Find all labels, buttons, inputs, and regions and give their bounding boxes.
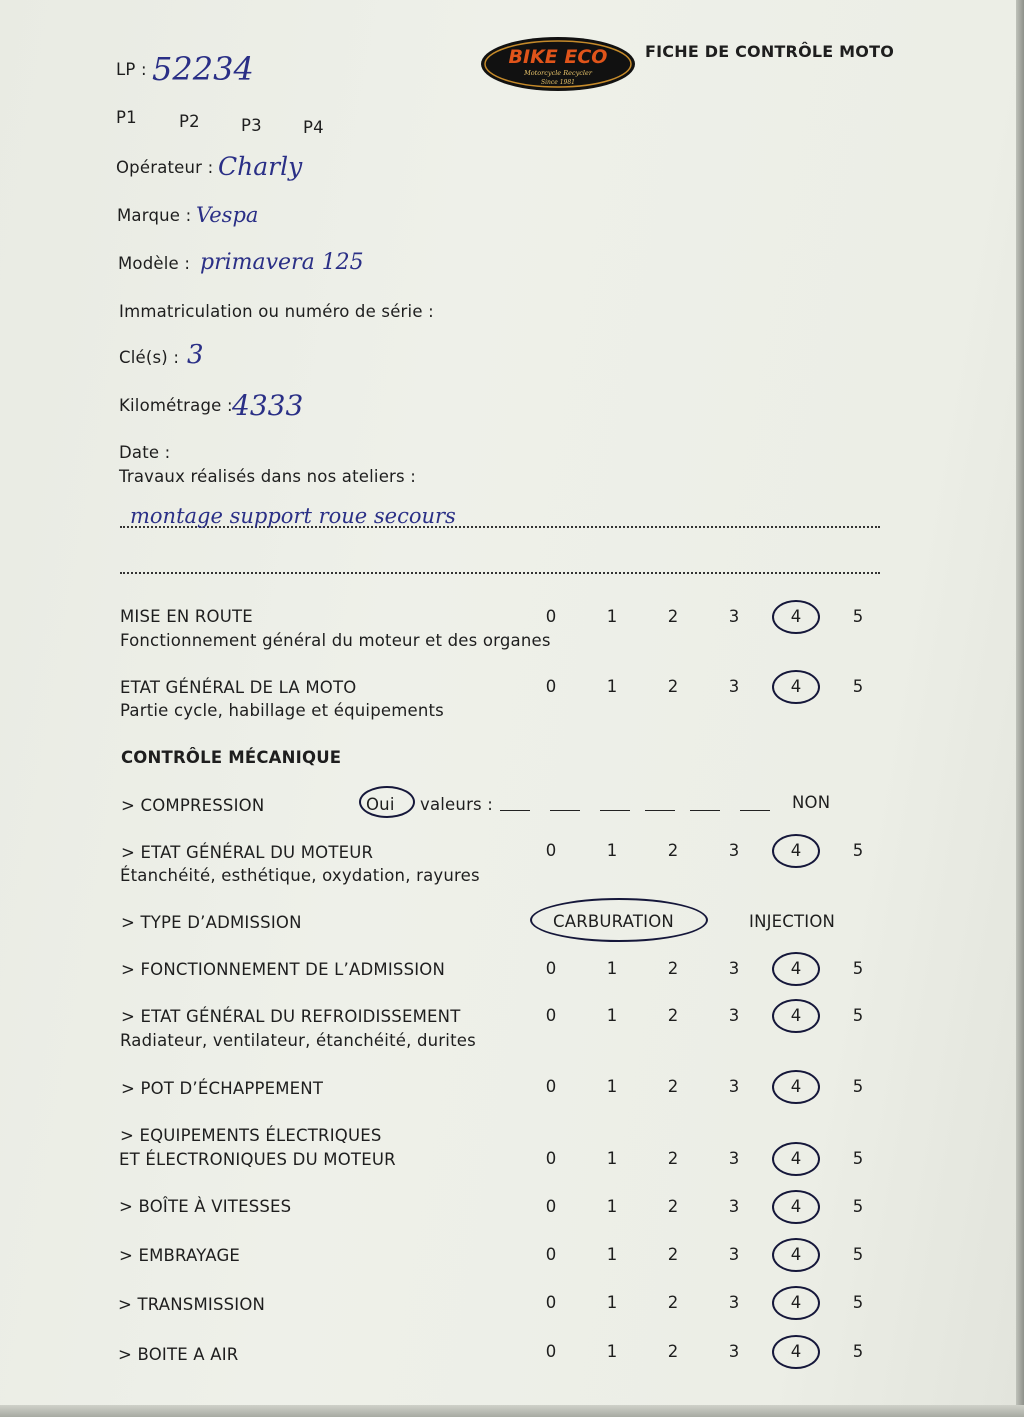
boite-a-air-score-1: 1 <box>606 1342 618 1361</box>
pot-echappement-score-2: 2 <box>667 1077 679 1096</box>
transmission-score-2: 2 <box>667 1293 679 1312</box>
compression-valeurs: valeurs : <box>420 795 494 814</box>
compression-non: NON <box>792 793 831 812</box>
refroidissement-subtitle: Radiateur, ventilateur, étanchéité, durites <box>120 1031 476 1050</box>
pot-echappement-score-4: 4 <box>790 1077 802 1096</box>
valeur-blank-1 <box>500 810 530 811</box>
boite-a-air-score-3: 3 <box>728 1342 740 1361</box>
refroidissement-score-5: 5 <box>852 1006 864 1025</box>
refroidissement-score-3: 3 <box>728 1006 740 1025</box>
transmission-score-1: 1 <box>606 1293 618 1312</box>
equipements-electriques-score-1: 1 <box>606 1149 618 1168</box>
boite-vitesses-score-5: 5 <box>852 1197 864 1216</box>
embrayage-score-1: 1 <box>606 1245 618 1264</box>
transmission-score-0: 0 <box>545 1293 557 1312</box>
mise-en-route-score-3: 3 <box>728 607 740 626</box>
pot-echappement-score-3: 3 <box>728 1077 740 1096</box>
boite-vitesses-selected-circle <box>772 1190 820 1224</box>
boite-vitesses-score-4: 4 <box>790 1197 802 1216</box>
refroidissement-selected-circle <box>772 999 820 1033</box>
boite-vitesses-score-2: 2 <box>667 1197 679 1216</box>
form-title: FICHE DE CONTRÔLE MOTO <box>645 42 895 61</box>
svg-text:BIKE ECO: BIKE ECO <box>508 46 608 68</box>
position-p3: P3 <box>241 116 262 135</box>
refroidissement-score-0: 0 <box>545 1006 557 1025</box>
etat-moteur-subtitle: Étanchéité, esthétique, oxydation, rayures <box>120 866 480 885</box>
boite-a-air-selected-circle <box>772 1335 820 1369</box>
boite-a-air-score-5: 5 <box>852 1342 864 1361</box>
refroidissement-title: > ETAT GÉNÉRAL DU REFROIDISSEMENT <box>121 1007 461 1026</box>
valeur-blank-2 <box>550 810 580 811</box>
compression-oui: Oui <box>366 795 395 814</box>
svg-text:Since 1981: Since 1981 <box>541 79 575 86</box>
equipements-electriques-score-5: 5 <box>852 1149 864 1168</box>
paper-edge-shadow <box>1016 0 1024 1417</box>
boite-a-air-score-2: 2 <box>667 1342 679 1361</box>
transmission-selected-circle <box>772 1286 820 1320</box>
fonctionnement-admission-selected-circle <box>772 952 820 986</box>
etat-moteur-selected-circle <box>772 834 820 868</box>
valeur-blank-3 <box>600 810 630 811</box>
valeur-blank-6 <box>740 810 770 811</box>
etat-general-moto-score-2: 2 <box>667 677 679 696</box>
transmission-title: > TRANSMISSION <box>118 1295 266 1314</box>
refroidissement-score-2: 2 <box>667 1006 679 1025</box>
kilometrage-label: Kilométrage : <box>119 396 233 415</box>
boite-vitesses-title: > BOÎTE À VITESSES <box>119 1197 292 1216</box>
refroidissement-score-1: 1 <box>606 1006 618 1025</box>
embrayage-selected-circle <box>772 1238 820 1272</box>
mise-en-route-title: MISE EN ROUTE <box>120 607 253 626</box>
pot-echappement-score-5: 5 <box>852 1077 864 1096</box>
refroidissement-score-4: 4 <box>790 1006 802 1025</box>
pot-echappement-score-0: 0 <box>545 1077 557 1096</box>
section-title: CONTRÔLE MÉCANIQUE <box>121 748 342 767</box>
etat-general-moto-title: ETAT GÉNÉRAL DE LA MOTO <box>120 678 357 697</box>
bottom-edge <box>0 1405 1024 1417</box>
lp-value: 52234 <box>152 50 254 88</box>
bike-eco-logo <box>480 36 636 92</box>
valeur-blank-4 <box>645 810 675 811</box>
boite-vitesses-score-3: 3 <box>728 1197 740 1216</box>
fonctionnement-admission-score-3: 3 <box>728 959 740 978</box>
equipements-electriques-title: > EQUIPEMENTS ÉLECTRIQUES <box>120 1126 382 1145</box>
etat-moteur-score-2: 2 <box>667 841 679 860</box>
embrayage-score-5: 5 <box>852 1245 864 1264</box>
etat-general-moto-score-3: 3 <box>728 677 740 696</box>
embrayage-score-2: 2 <box>667 1245 679 1264</box>
date-label: Date : <box>119 443 171 462</box>
embrayage-score-4: 4 <box>790 1245 802 1264</box>
position-p1: P1 <box>116 108 137 127</box>
position-p2: P2 <box>179 112 200 131</box>
etat-general-moto-score-1: 1 <box>606 677 618 696</box>
cles-value: 3 <box>187 340 204 370</box>
mise-en-route-selected-circle <box>772 600 820 634</box>
equipements-electriques-selected-circle <box>772 1142 820 1176</box>
equipements-electriques-title-2: ET ÉLECTRONIQUES DU MOTEUR <box>119 1150 396 1169</box>
compression-oui-circle <box>359 786 415 818</box>
boite-vitesses-score-0: 0 <box>545 1197 557 1216</box>
etat-general-moto-score-0: 0 <box>545 677 557 696</box>
type-admission-label: > TYPE D’ADMISSION <box>121 913 302 932</box>
equipements-electriques-score-2: 2 <box>667 1149 679 1168</box>
mise-en-route-score-2: 2 <box>667 607 679 626</box>
fonctionnement-admission-title: > FONCTIONNEMENT DE L’ADMISSION <box>121 960 446 979</box>
fonctionnement-admission-score-2: 2 <box>667 959 679 978</box>
mise-en-route-score-4: 4 <box>790 607 802 626</box>
etat-general-moto-score-4: 4 <box>790 677 802 696</box>
etat-moteur-score-5: 5 <box>852 841 864 860</box>
etat-general-moto-score-5: 5 <box>852 677 864 696</box>
compression-label: > COMPRESSION <box>121 796 265 815</box>
equipements-electriques-score-3: 3 <box>728 1149 740 1168</box>
mise-en-route-score-5: 5 <box>852 607 864 626</box>
embrayage-title: > EMBRAYAGE <box>119 1246 241 1265</box>
travaux-value: montage support roue secours <box>130 504 456 528</box>
admission-carburation: CARBURATION <box>553 912 674 931</box>
etat-moteur-score-1: 1 <box>606 841 618 860</box>
boite-a-air-score-0: 0 <box>545 1342 557 1361</box>
mise-en-route-subtitle: Fonctionnement général du moteur et des organes <box>120 631 551 650</box>
travaux-line-2 <box>120 572 880 574</box>
etat-general-moto-subtitle: Partie cycle, habillage et équipements <box>120 701 444 720</box>
marque-value: Vespa <box>196 203 259 227</box>
transmission-score-4: 4 <box>790 1293 802 1312</box>
travaux-label: Travaux réalisés dans nos ateliers : <box>119 467 417 486</box>
boite-a-air-score-4: 4 <box>790 1342 802 1361</box>
mise-en-route-score-0: 0 <box>545 607 557 626</box>
etat-moteur-score-4: 4 <box>790 841 802 860</box>
lp-label: LP : <box>116 60 147 79</box>
equipements-electriques-score-0: 0 <box>545 1149 557 1168</box>
marque-label: Marque : <box>117 206 192 225</box>
boite-a-air-title: > BOITE A AIR <box>118 1345 239 1364</box>
transmission-score-5: 5 <box>852 1293 864 1312</box>
etat-moteur-score-0: 0 <box>545 841 557 860</box>
etat-moteur-score-3: 3 <box>728 841 740 860</box>
cles-label: Clé(s) : <box>119 348 180 367</box>
fonctionnement-admission-score-4: 4 <box>790 959 802 978</box>
transmission-score-3: 3 <box>728 1293 740 1312</box>
svg-text:Motorcycle Recycler: Motorcycle Recycler <box>524 69 592 77</box>
position-p4: P4 <box>303 118 324 137</box>
kilometrage-value: 4333 <box>232 389 304 422</box>
mise-en-route-score-1: 1 <box>606 607 618 626</box>
modele-value: primavera 125 <box>200 250 364 275</box>
embrayage-score-0: 0 <box>545 1245 557 1264</box>
immatriculation-label: Immatriculation ou numéro de série : <box>119 302 434 321</box>
pot-echappement-score-1: 1 <box>606 1077 618 1096</box>
fonctionnement-admission-score-1: 1 <box>606 959 618 978</box>
modele-label: Modèle : <box>118 254 191 273</box>
fonctionnement-admission-score-0: 0 <box>545 959 557 978</box>
operateur-label: Opérateur : <box>116 158 214 177</box>
etat-moteur-title: > ETAT GÉNÉRAL DU MOTEUR <box>121 843 374 862</box>
boite-vitesses-score-1: 1 <box>606 1197 618 1216</box>
pot-echappement-title: > POT D’ÉCHAPPEMENT <box>121 1079 324 1098</box>
admission-injection: INJECTION <box>749 912 836 931</box>
fonctionnement-admission-score-5: 5 <box>852 959 864 978</box>
equipements-electriques-score-4: 4 <box>790 1149 802 1168</box>
pot-echappement-selected-circle <box>772 1070 820 1104</box>
operateur-value: Charly <box>218 152 303 181</box>
etat-general-moto-selected-circle <box>772 670 820 704</box>
valeur-blank-5 <box>690 810 720 811</box>
embrayage-score-3: 3 <box>728 1245 740 1264</box>
